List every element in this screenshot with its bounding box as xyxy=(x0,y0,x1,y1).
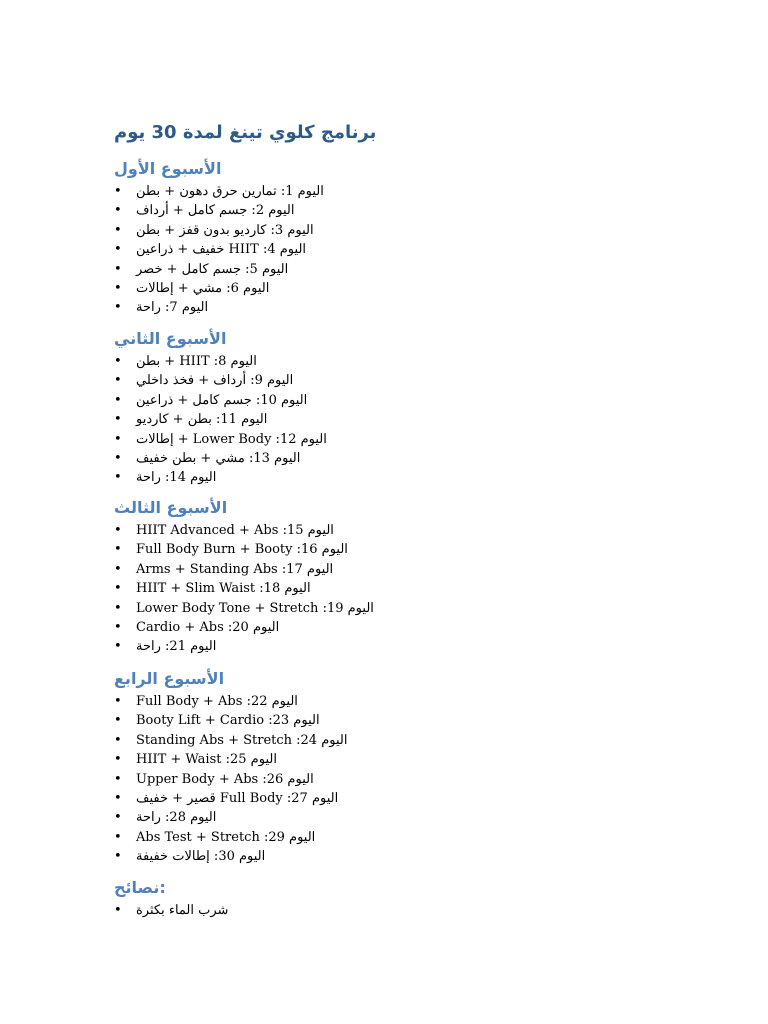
bullet-icon: • xyxy=(114,810,122,826)
section-week-3 xyxy=(114,497,514,657)
bullet-icon: • xyxy=(114,470,122,486)
bullet-icon: • xyxy=(114,849,122,865)
list-item xyxy=(114,789,514,808)
bullet-icon: • xyxy=(114,752,122,768)
day-list xyxy=(114,182,514,318)
bullet-icon: • xyxy=(114,261,122,277)
section-heading: الأسبوع الثاني xyxy=(114,329,227,348)
section-heading: الأسبوع الثالث xyxy=(114,498,228,517)
list-item xyxy=(114,770,514,789)
section-week-4 xyxy=(114,668,514,867)
list-item-text: اليوم 11: بطن + كارديو xyxy=(136,412,268,428)
list-item xyxy=(114,847,514,866)
list-item-text: اليوم 9: أرداف + فخذ داخلي xyxy=(136,373,294,389)
list-item xyxy=(114,201,514,220)
bullet-icon: • xyxy=(114,222,122,238)
list-item xyxy=(114,711,514,730)
list-item-text: اليوم 20: Cardio + Abs xyxy=(136,619,280,635)
list-item xyxy=(114,221,514,240)
list-item-text: اليوم 12: Lower Body + إطالات xyxy=(136,431,327,447)
list-item-text: اليوم 8: HIIT + بطن xyxy=(136,354,257,369)
bullet-icon: • xyxy=(114,600,122,616)
list-item xyxy=(114,618,514,637)
list-item-text: اليوم 7: راحة xyxy=(136,300,209,316)
bullet-icon: • xyxy=(114,203,122,219)
bullet-icon: • xyxy=(114,903,122,918)
list-item xyxy=(114,731,514,750)
bullet-icon: • xyxy=(114,392,122,408)
list-item-text: اليوم 17: Arms + Standing Abs xyxy=(136,561,334,577)
bullet-icon: • xyxy=(114,450,122,466)
bullet-icon: • xyxy=(114,412,122,428)
list-item-text: اليوم 15: HIIT Advanced + Abs xyxy=(136,523,334,538)
day-list xyxy=(114,352,514,488)
list-item xyxy=(114,182,514,201)
bullet-icon: • xyxy=(114,242,122,258)
list-item xyxy=(114,637,514,656)
bullet-icon: • xyxy=(114,639,122,655)
list-item xyxy=(114,279,514,298)
bullet-icon: • xyxy=(114,373,122,389)
list-item-text: اليوم 25: HIIT + Waist xyxy=(136,752,277,768)
list-item-text: اليوم 6: مشي + إطالات xyxy=(136,280,270,296)
list-item-text: اليوم 28: راحة xyxy=(136,810,217,826)
list-item xyxy=(114,352,514,371)
list-item xyxy=(114,391,514,410)
list-item xyxy=(114,808,514,827)
list-item-text: اليوم 19: Lower Body Tone + Stretch xyxy=(136,600,374,616)
list-item-text: اليوم 30: إطالات خفيفة xyxy=(136,849,266,865)
bullet-icon: • xyxy=(114,523,122,538)
list-item xyxy=(114,240,514,259)
bullet-icon: • xyxy=(114,431,122,447)
list-item-text: اليوم 14: راحة xyxy=(136,470,217,486)
list-item xyxy=(114,468,514,487)
day-list xyxy=(114,521,514,657)
document-title: برنامج كلوي تينغ لمدة 30 يوم xyxy=(114,122,377,143)
list-item xyxy=(114,521,514,540)
bullet-icon: • xyxy=(114,694,122,709)
bullet-icon: • xyxy=(114,561,122,577)
section-heading: نصائح: xyxy=(114,878,166,897)
list-item xyxy=(114,260,514,279)
list-item-text: اليوم 3: كارديو بدون قفز + بطن xyxy=(136,222,314,238)
list-item-text: اليوم 24: Standing Abs + Stretch xyxy=(136,732,348,748)
bullet-icon: • xyxy=(114,581,122,597)
list-item xyxy=(114,410,514,429)
list-item xyxy=(114,901,514,920)
bullet-icon: • xyxy=(114,619,122,635)
list-item xyxy=(114,692,514,711)
bullet-icon: • xyxy=(114,713,122,729)
day-list xyxy=(114,692,514,867)
list-item xyxy=(114,599,514,618)
list-item-text: اليوم 10: جسم كامل + ذراعين xyxy=(136,392,308,408)
list-item-text: اليوم 23: Booty Lift + Cardio xyxy=(136,713,320,729)
section-week-1 xyxy=(114,158,514,318)
bullet-icon: • xyxy=(114,790,122,806)
bullet-icon: • xyxy=(114,280,122,296)
list-item xyxy=(114,371,514,390)
list-item xyxy=(114,430,514,449)
list-item xyxy=(114,540,514,559)
list-item-text: اليوم 1: تمارين حرق دهون + بطن xyxy=(136,184,324,199)
list-item-text: اليوم 26: Upper Body + Abs xyxy=(136,771,314,787)
bullet-icon: • xyxy=(114,184,122,199)
list-item-text: اليوم 27: Full Body قصير + خفيف xyxy=(136,790,339,806)
list-item xyxy=(114,298,514,317)
list-item xyxy=(114,579,514,598)
list-item-text: اليوم 2: جسم كامل + أرداف xyxy=(136,203,295,219)
bullet-icon: • xyxy=(114,542,122,558)
list-item-text: اليوم 13: مشي + بطن خفيف xyxy=(136,450,301,466)
list-item-text: اليوم 22: Full Body + Abs xyxy=(136,694,298,709)
section-week-2 xyxy=(114,328,514,488)
list-item xyxy=(114,560,514,579)
list-item-text: اليوم 18: HIIT + Slim Waist xyxy=(136,581,311,597)
section-heading: الأسبوع الأول xyxy=(114,159,222,178)
bullet-icon: • xyxy=(114,354,122,369)
list-item-text: اليوم 29: Abs Test + Stretch xyxy=(136,829,316,845)
list-item xyxy=(114,828,514,847)
list-item-text: اليوم 4: HIIT خفيف + ذراعين xyxy=(136,242,307,258)
bullet-icon: • xyxy=(114,771,122,787)
list-item-text: شرب الماء بكثرة xyxy=(136,903,229,918)
section-tips xyxy=(114,877,514,920)
list-item xyxy=(114,449,514,468)
list-item-text: اليوم 5: جسم كامل + خصر xyxy=(136,261,289,277)
tips-list xyxy=(114,901,514,920)
list-item xyxy=(114,750,514,769)
bullet-icon: • xyxy=(114,732,122,748)
section-heading: الأسبوع الرابع xyxy=(114,669,225,688)
bullet-icon: • xyxy=(114,829,122,845)
bullet-icon: • xyxy=(114,300,122,316)
list-item-text: اليوم 16: Full Body Burn + Booty xyxy=(136,542,348,558)
list-item-text: اليوم 21: راحة xyxy=(136,639,217,655)
